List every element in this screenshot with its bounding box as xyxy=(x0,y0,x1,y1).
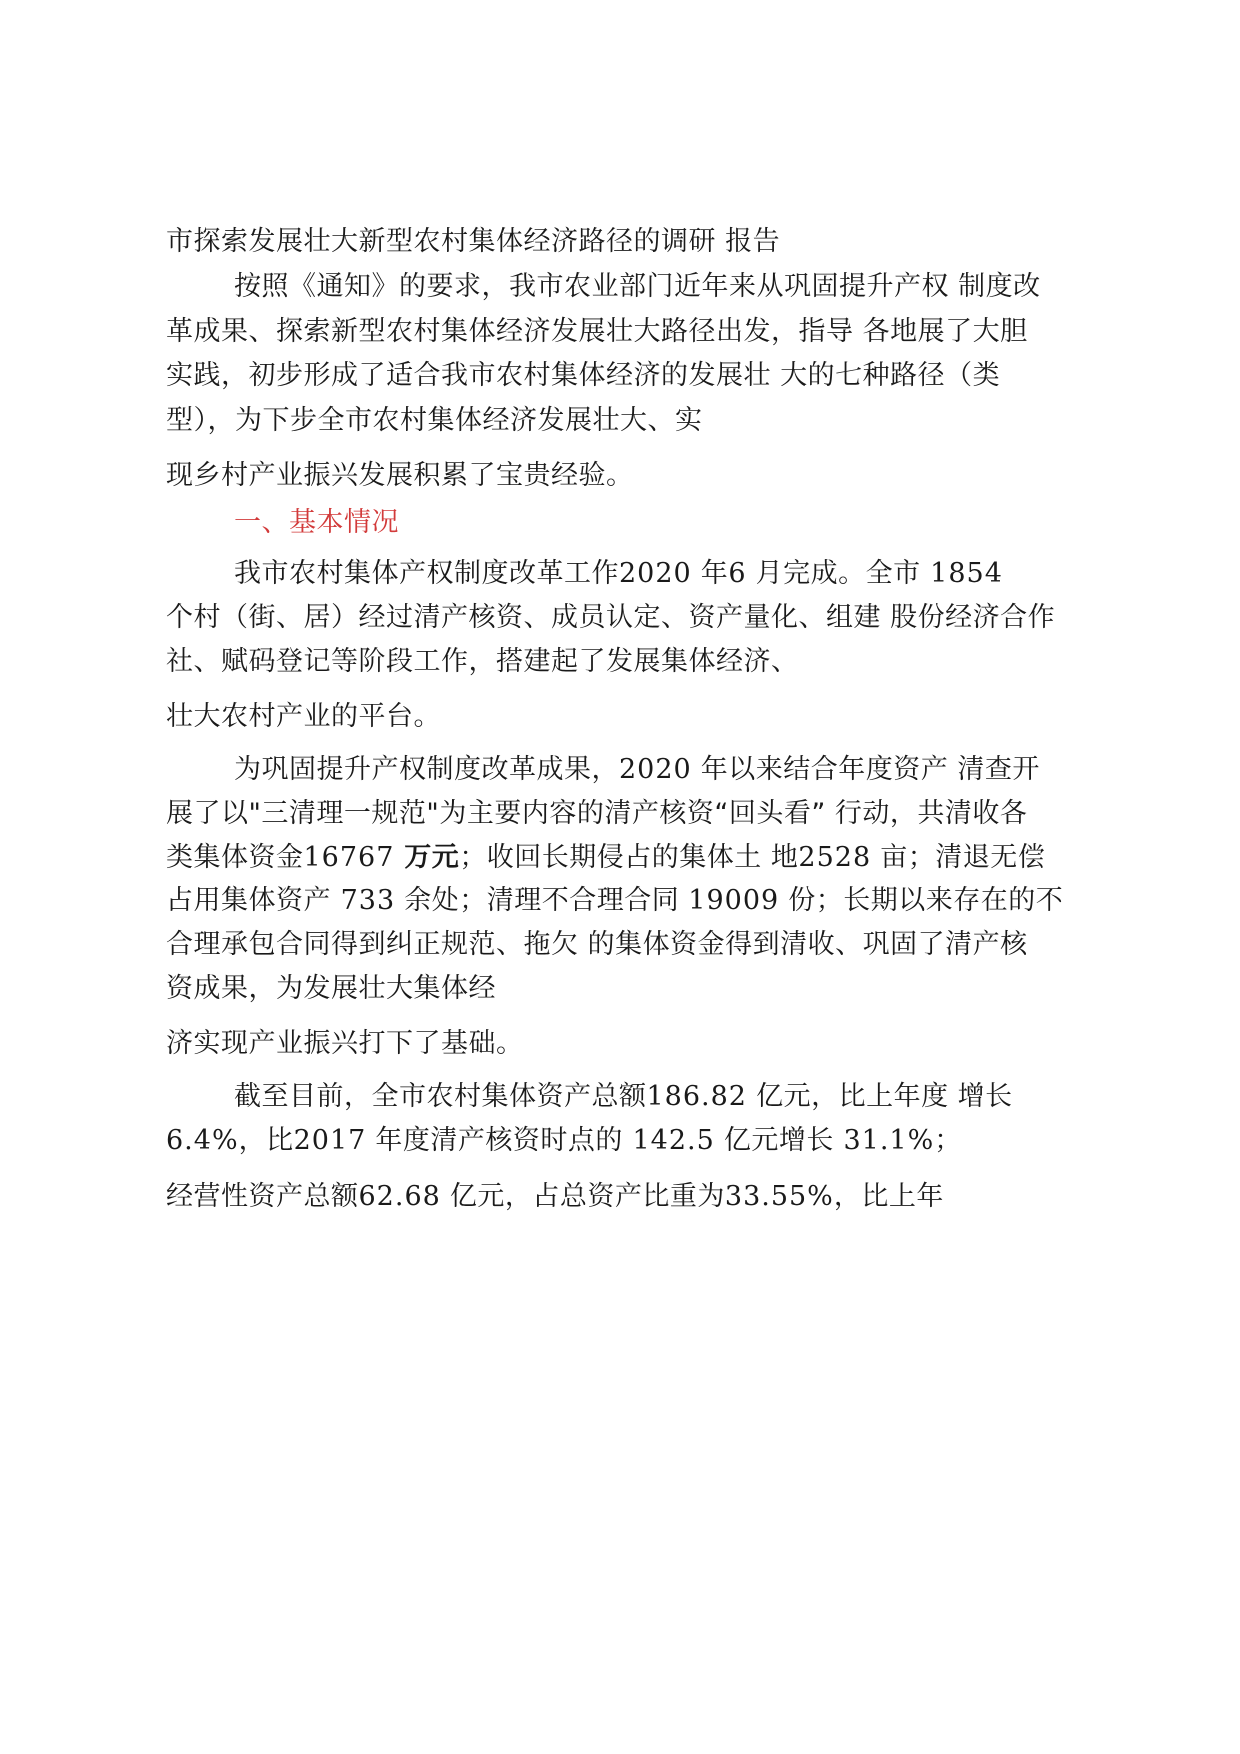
text: 年 xyxy=(691,558,729,589)
text: 为巩固提升产权制度改革成果， xyxy=(234,754,619,785)
para3-line-5: 合理承包合同得到纠正规范、拖欠 的集体资金得到清收、巩固了清产核 xyxy=(166,929,1028,960)
para1-line-1: 按照《通知》的要求，我市农业部门近年来从巩固提升产权 制度改 xyxy=(234,271,1041,302)
number: 2020 xyxy=(619,754,692,785)
para3-line-4 xyxy=(166,881,1063,921)
number: 186.82 xyxy=(646,1081,747,1112)
text: ，比上年 xyxy=(833,1181,944,1212)
para4-line-3 xyxy=(166,1177,944,1217)
number: 1854 xyxy=(920,558,1003,589)
text: 亿元，占总资产比重为 xyxy=(440,1181,725,1212)
text: 我市农村集体产权制度改革工作 xyxy=(234,558,619,589)
document-title: 市探索发展壮大新型农村集体经济路径的调研 报告 xyxy=(166,226,781,257)
para2-line-4: 壮大农村产业的平台。 xyxy=(166,701,441,732)
text: 余处；清理不合理合同 xyxy=(395,885,689,916)
para3-line-1 xyxy=(234,750,1040,790)
number: 2020 xyxy=(619,558,692,589)
text: ； xyxy=(934,1125,962,1156)
number: 2528 xyxy=(798,842,872,873)
number: 733 xyxy=(331,885,396,916)
number: 6 xyxy=(728,558,747,589)
para4-line-1 xyxy=(234,1077,1013,1117)
number: 19009 xyxy=(688,885,780,916)
para2-line-2: 个村（街、居）经过清产核资、成员认定、资产量化、组建 股份经济合作 xyxy=(166,602,1056,633)
text: ；收回长期侵占的集体土 地 xyxy=(459,842,799,873)
number: 142.5 xyxy=(622,1125,715,1156)
text: 经营性资产总额 xyxy=(166,1181,359,1212)
para3-line-2: 展了以"三清理一规范"为主要内容的清产核资“回头看” 行动，共清收各 xyxy=(166,798,1028,829)
number: 2017 xyxy=(293,1125,367,1156)
para4-line-2 xyxy=(166,1121,962,1161)
number: 62.68 xyxy=(358,1181,441,1212)
para1-line-4: 型），为下步全市农村集体经济发展壮大、实 xyxy=(166,405,703,436)
para1-line-5: 现乡村产业振兴发展积累了宝贵经验。 xyxy=(166,460,634,491)
number: 16767 xyxy=(303,842,395,873)
text: 亿元增长 xyxy=(714,1125,834,1156)
text: 截至目前，全市农村集体资产总额 xyxy=(234,1081,647,1112)
para3-line-6: 资成果，为发展壮大集体经 xyxy=(166,973,496,1004)
text: 月完成。全市 xyxy=(746,558,921,589)
para1-line-2: 革成果、探索新型农村集体经济发展壮大路径出发，指导 各地展了大胆 xyxy=(166,316,1028,347)
text: ，比 xyxy=(238,1125,294,1156)
text: 年以来结合年度资产 清查开 xyxy=(691,754,1040,785)
para3-line-7: 济实现产业振兴打下了基础。 xyxy=(166,1028,524,1059)
text: 份；长期以来存在的不 xyxy=(779,885,1064,916)
text: 亩；清退无偿 xyxy=(871,842,1046,873)
text: 占用集体资产 xyxy=(166,885,331,916)
para1-line-3: 实践，初步形成了适合我市农村集体经济的发展壮 大的七种路径（类 xyxy=(166,360,1001,391)
para2-line-3: 社、赋码登记等阶段工作，搭建起了发展集体经济、 xyxy=(166,646,799,677)
para3-line-3 xyxy=(166,838,1045,878)
section-heading: 一、基本情况 xyxy=(234,507,399,538)
text: 年度清产核资时点的 xyxy=(366,1125,623,1156)
text: 类集体资金 xyxy=(166,842,304,873)
number: 6.4% xyxy=(166,1125,239,1156)
text: 万元 xyxy=(394,842,460,873)
number: 33.55% xyxy=(724,1181,834,1212)
text: 亿元，比上年度 增长 xyxy=(746,1081,1013,1112)
para2-line-1 xyxy=(234,554,1003,594)
number: 31.1% xyxy=(833,1125,935,1156)
